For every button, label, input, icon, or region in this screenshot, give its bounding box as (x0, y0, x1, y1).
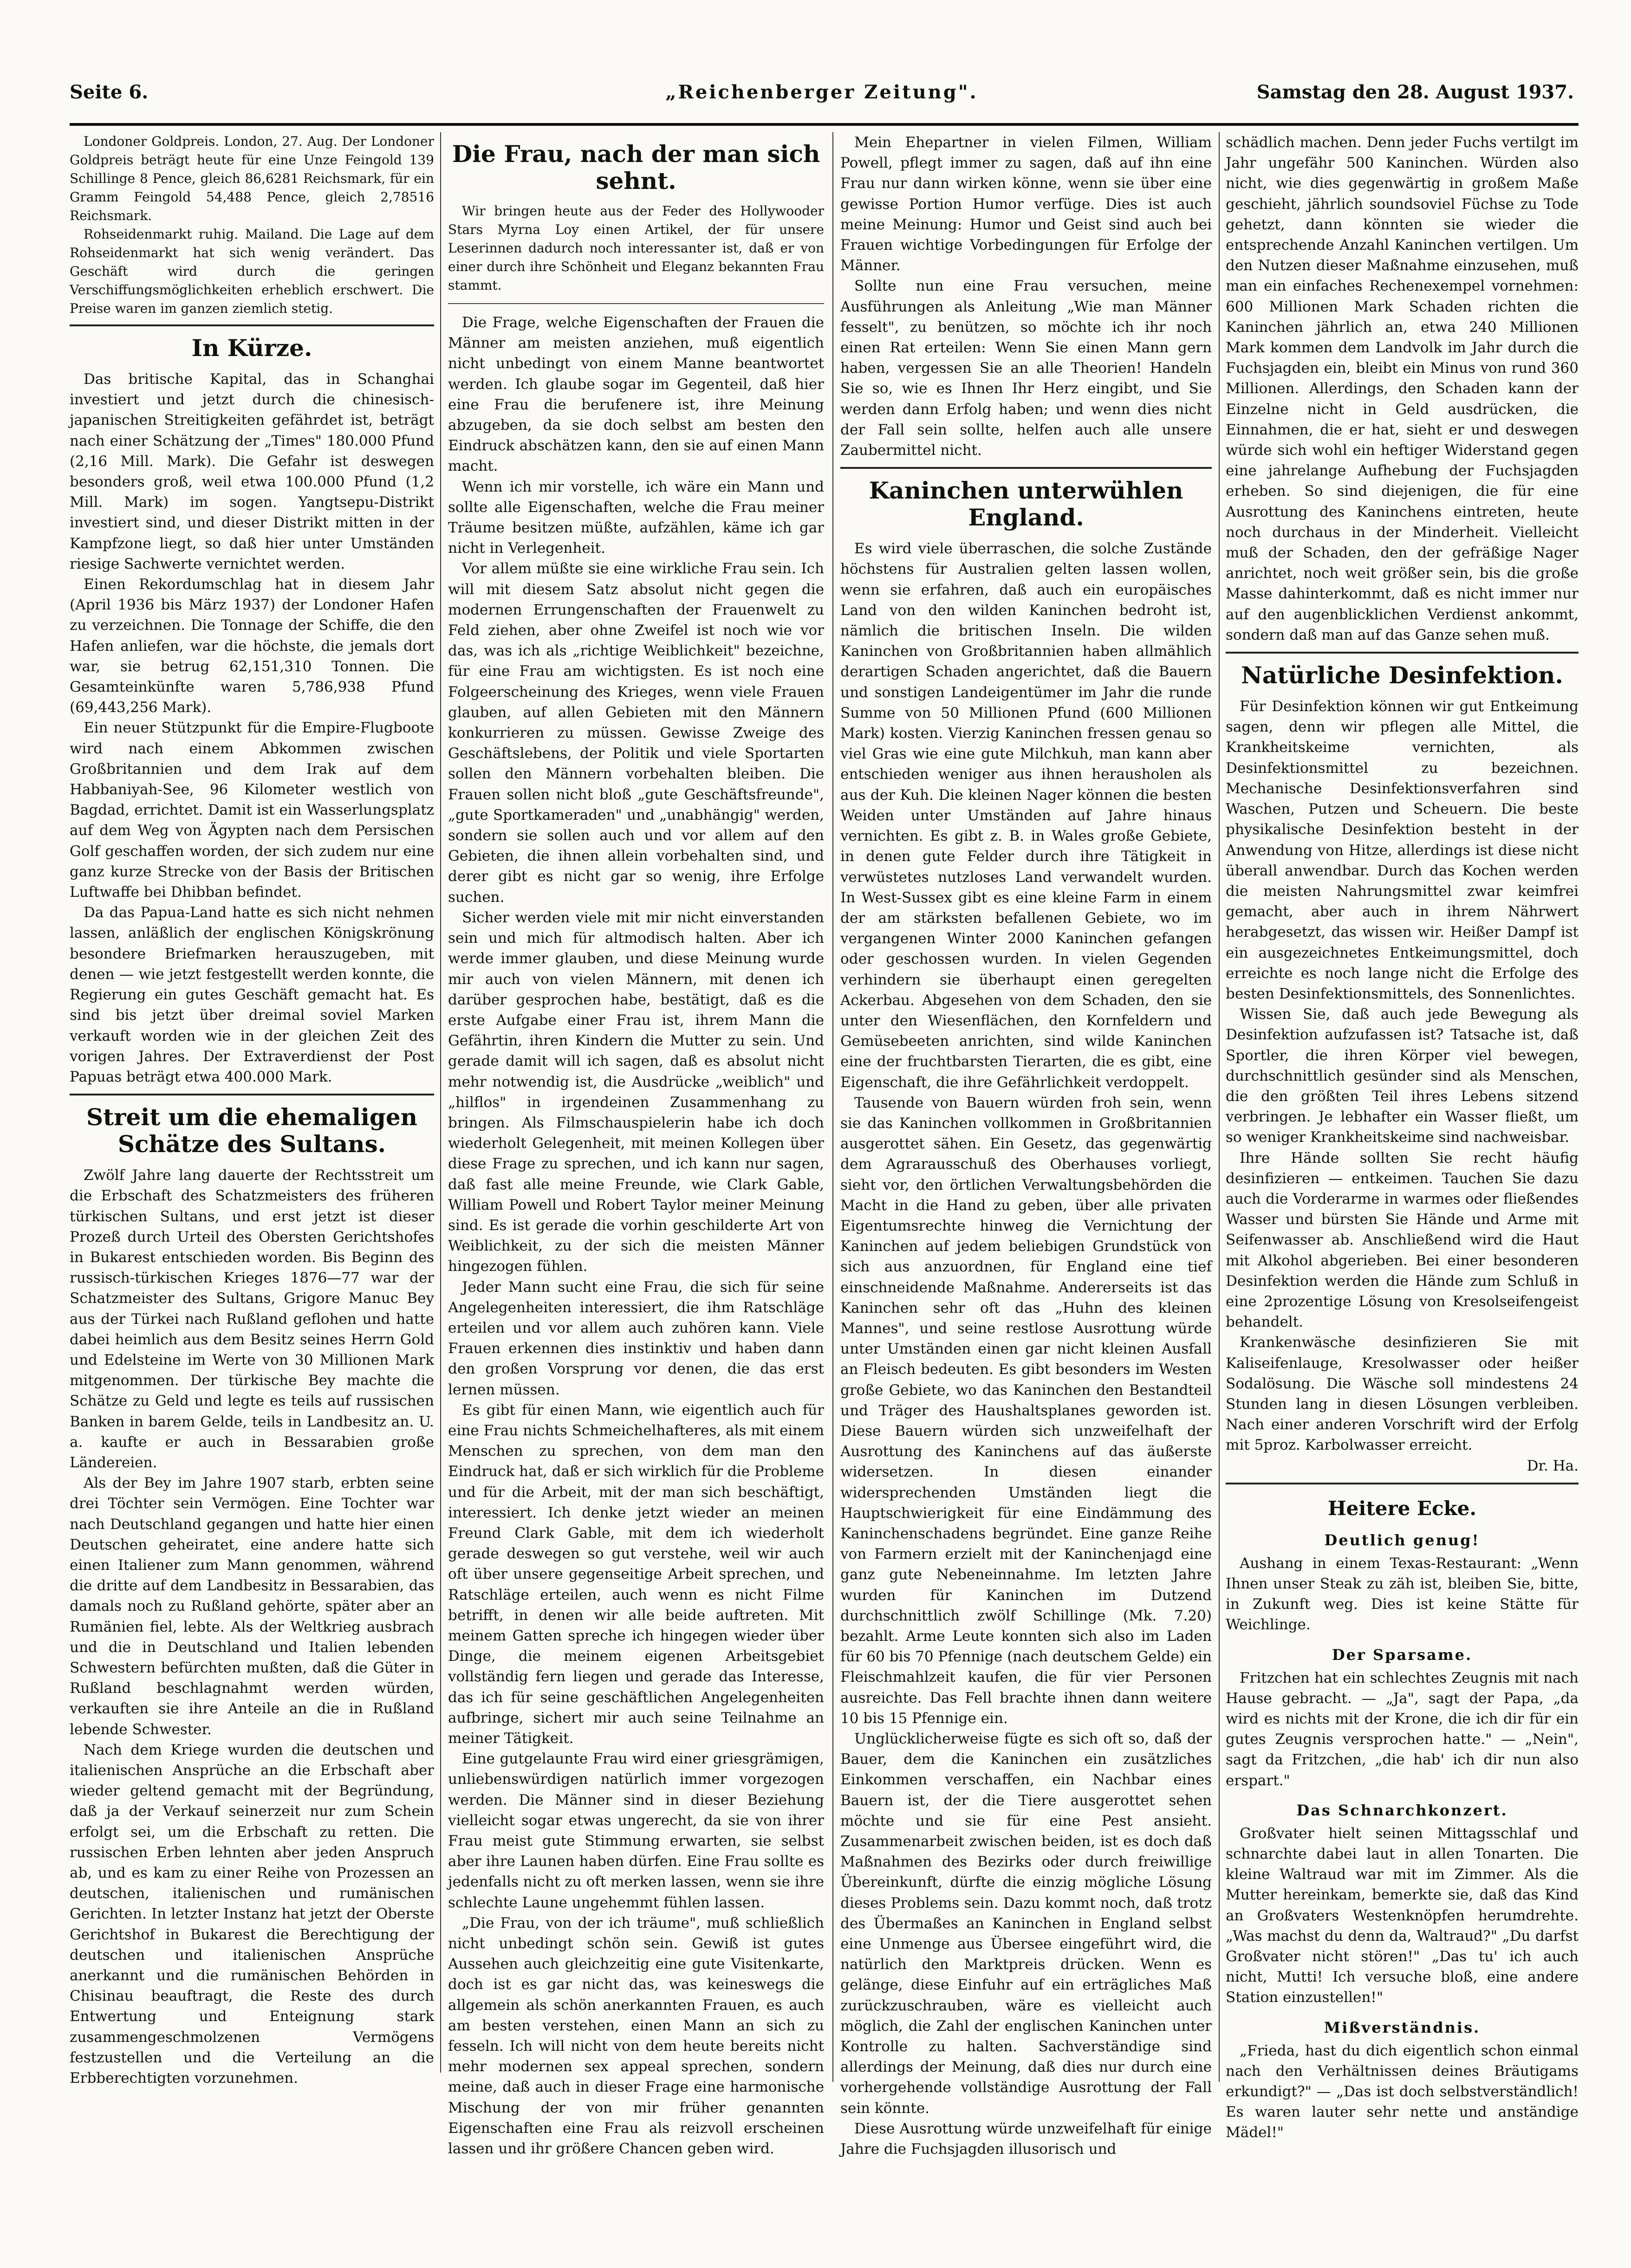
paragraph: Wenn ich mir vorstelle, ich wäre ein Mann und sollte alle Eigenschaften, welche die Frau meiner Träume besitzen müßte, aufzählen, käme ich gar nicht in Verlegenheit. (448, 478, 824, 557)
article-lede: Wir bringen heute aus der Feder des Hollywooder Stars Myrna Loy einen Artikel, der für unsere Leserinnen dadurch noch interessanter ist, daß er von einer durch ihre Schönheit und Eleganz bekannten Frau stammt. (448, 203, 824, 293)
heading-sultan: Streit um die ehemaligen Schätze des Sultans. (86, 1103, 418, 1158)
issue-date: Samstag den 28. August 1937. (1256, 81, 1574, 103)
paragraph: Diese Ausrottung würde unzweifelhaft für einige Jahre die Fuchsjagden illusorisch und (840, 2120, 1212, 2158)
masthead: „Reichenberger Zeitung". (665, 81, 978, 103)
heading-desinfektion: Natürliche Desinfektion. (1241, 661, 1563, 689)
column-divider (832, 132, 833, 2082)
page-header (70, 81, 1574, 118)
paragraph: Ihre Hände sollten Sie recht häufig desinfizieren — entkeimen. Tauchen Sie dazu auch die Vorderarme in warmes oder fließendes Wasser und bürsten Sie Hände und Arme mit Seifenwasser ab. Anschließend wird die Haut mit Alkohol abgerieben. Bei einer besonderen Desinfektion werden die Hände zum Schluß in eine 2prozentige Lösung von Kresolseifengeist behandelt. (1226, 1149, 1579, 1331)
joke-title: Mißverständnis. (1324, 2018, 1481, 2036)
heading-kaninchen: Kaninchen unterwühlen England. (869, 477, 1183, 531)
brief-goldpreis: Londoner Goldpreis. London, 27. Aug. Der Londoner Goldpreis beträgt heute für eine Unze Feingold 139 Schillinge 8 Pence, gleich 86,6281 Reichsmark, für ein Gramm Feingold 54,488 Pence, gleich 2,78516 Reichsmark. (70, 134, 434, 223)
paragraph: Da das Papua-Land hatte es sich nicht nehmen lassen, anläßlich der englischen Königskrönung besondere Briefmarken herauszugeben, mit denen — wie jetzt festgestellt werden konnte, die Regierung ein gutes Geschäft gemacht hat. Es sind bis jetzt über dreimal soviel Marken verkauft worden wie in der gleichen Zeit des vorigen Jahres. Der Extraverdienst der Post Papuas beträgt etwa 400.000 Mark. (70, 904, 434, 1085)
paragraph: Krankenwäsche desinfizieren Sie mit Kaliseifenlauge, Kresolwasser oder heißer Sodalösung. Die Wäsche soll mindestens 24 Stunden lang in diesen Lösungen verbleiben. Nach einer anderen Vorschrift wird der Erfolg mit 5proz. Karbolwasser erreicht. (1226, 1334, 1579, 1454)
column-4 (1226, 132, 1579, 2141)
paragraph: Das britische Kapital, das in Schanghai investiert und jetzt durch die chinesisch-japanischen Streitigkeiten gefährdet ist, beträgt nach einer Schätzung der „Times" 180.000 Pfund (2,16 Mill. Mark). Die Gefahr ist deswegen besonders groß, weil etwa 100.000 Pfund (1,2 Mill. Mark) im sogen. Yangtsepu-Distrikt investiert sind, und dieser Distrikt mitten in der Kampfzone liegt, so daß hier unter Umständen riesige Sachwerte vernichtet werden. (70, 371, 434, 572)
paragraph: Mein Ehepartner in vielen Filmen, William Powell, pflegt immer zu sagen, daß auf ihn eine Frau nur dann wirken könne, wenn sie über eine gewisse Portion Humor verfüge. Dies ist auch meine Meinung: Humor und Geist sind auch bei Frauen wichtige Vorbedingungen für Erfolge der Männer. (840, 134, 1212, 274)
author-signature: Dr. Ha. (1527, 1457, 1579, 1474)
column-2 (448, 132, 824, 2158)
joke-title: Das Schnarchkonzert. (1296, 1801, 1508, 1819)
section-rule (840, 467, 1212, 469)
paragraph: „Die Frau, von der ich träume", muß schließlich nicht unbedingt schön sein. Gewiß ist gutes Aussehen auch gleichzeitig eine gute Visitenkarte, doch ist es gar nicht das, was keineswegs die allgemein als schön anerkannten Frauen, es auch am besten verstehen, einen Mann an sich zu fesseln. Ich will nicht von dem heute bereits nicht mehr modernen sex appeal sprechen, sondern meine, daß auch in dieser Frage eine harmonische Mischung der von mir früher genannten Eigenschaften eine Frau als reizvoll erscheinen lassen und ihr größere Chancen geben wird. (448, 1914, 824, 2158)
paragraph: Sicher werden viele mit mir nicht einverstanden sein und mich für altmodisch halten. Aber ich werde immer glauben, und diese Meinung wurde mir auch von vielen Männern, mit denen ich darüber gesprochen habe, bestätigt, daß es die erste Aufgabe einer Frau ist, ihrem Mann die Gefährtin, ihren Kindern die Mutter zu sein. Und gerade damit will ich sagen, daß es absolut nicht mehr notwendig ist, die Ausdrücke „weiblich" und „hilflos" in irgendeinen Zusammenhang zu bringen. Als Filmschauspielerin habe ich doch wiederholt Gelegenheit, mit meinen Kollegen über diese Frage zu sprechen, und ich kann nur sagen, daß fast alle meine Freunde, wie Clark Gable, William Powell und Robert Taylor meiner Meinung sind. Es ist gerade die vorhin geschilderte Art von Weiblichkeit, zu der sich die meisten Männer hingezogen fühlen. (448, 909, 824, 1275)
joke-text: Aushang in einem Texas-Restaurant: „Wenn Ihnen unser Steak zu zäh ist, bleiben Sie, bitte, in Zukunft weg. Dies ist keine Stätte für Weichlinge. (1226, 1555, 1579, 1633)
paragraph: Ein neuer Stützpunkt für die Empire-Flugboote wird nach einem Abkommen zwischen Großbritannien und dem Irak auf dem Habbaniyah-See, 96 Kilometer westlich von Bagdad, errichtet. Damit ist ein Wasserlungsplatz auf dem Weg von Ägypten nach dem Persischen Golf geschaffen worden, der sich zudem nur eine ganz kurze Strecke von der Basis der Britischen Luftwaffe bei Dhibban befindet. (70, 719, 434, 901)
paragraph: Wissen Sie, daß auch jede Bewegung als Desinfektion aufzufassen ist? Tatsache ist, daß Sportler, die ihren Körper viel bewegen, durchschnittlich gesünder sind als Menschen, die den größten Teil ihres Lebens sitzend verbringen. Je lebhafter ein Wasser fließt, um so weniger Krankheitskeime sind nachweisbar. (1226, 1006, 1579, 1146)
joke-title: Deutlich genug! (1324, 1531, 1480, 1549)
paragraph: Unglücklicherweise fügte es sich oft so, daß der Bauer, dem die Kaninchen ein zusätzliches Einkommen verschaffen, ein Nachbar eines Bauern ist, der die Tiere ausgerottet sehen möchte und sie für eine Pest ansieht. Zusammenarbeit zwischen beiden, ist es doch daß Maßnahmen des Bezirks oder durch freiwillige Übereinkunft, dürfte die einzig mögliche Lösung dieses Problems sein. Dazu kommt noch, daß trotz des Übermaßes an Kaninchen in England selbst eine Unmenge aus Übersee eingeführt wird, die natürlich den Marktpreis drücken. Wenn es gelänge, diese Einfuhr auf ein erträgliches Maß zurückzuschrauben, wäre es vielleicht auch möglich, die Zahl der englischen Kaninchen unter Kontrolle zu halten. Sachverständige sind allerdings der Meinung, daß dies nur durch eine vorhergehende vollständige Ausrottung der Fall sein könnte. (840, 1730, 1212, 2117)
paragraph: Tausende von Bauern würden froh sein, wenn sie das Kaninchen vollkommen in Großbritannien ausgerottet sähen. Ein Gesetz, das gegenwärtig dem Agrarausschuß des Oberhauses vorliegt, sieht vor, den örtlichen Verwaltungsbehörden die Macht in die Hand zu geben, über alle privaten Eigentumsrechte hinweg die Vernichtung der Kaninchen auf jedem beliebigen Grundstück von sich aus anzuordnen, für England eine tief einschneidende Maßnahme. Andererseits ist das Kaninchen sehr oft das „Huhn des kleinen Mannes", und seine restlose Ausrottung würde unter Umständen einen gar nicht kleinen Ausfall an Fleisch bedeuten. Es gibt besonders im Westen große Gebiete, wo das Kaninchen den Bestandteil und Träger des Haushaltsplanes geworden ist. Diese Bauern würden sich unzweifelhaft der Ausrottung des Kaninchens auf das äußerste widersetzen. In diesen einander widersprechenden Umständen liegt die Hauptschwierigkeit für eine Eindämmung des Kaninchenschadens begründet. Eine ganze Reihe von Farmern erzielt mit der Kaninchenjagd eine ganz gute Nebeneinnahme. Im letzten Jahre wurden für Kaninchen im Dutzend durchschnittlich zwölf Schillinge (Mk. 7.20) bezahlt. Arme Leute konnten sich also im Laden für 60 bis 70 Pfennige (nach deutschem Gelde) ein Fleischmahlzeit kaufen, die für vier Personen ausreichte. Das Fell brachte ihnen dann weitere 10 bis 15 Pfennige ein. (840, 1094, 1212, 1727)
column-1 (70, 132, 434, 2087)
paragraph: Zwölf Jahre lang dauerte der Rechtsstreit um die Erbschaft des Schatzmeisters des früheren türkischen Sultans, und erst jetzt ist dieser Prozeß durch Urteil des Obersten Gerichtshofes in Bukarest entschieden worden. Bis Beginn des russisch-türkischen Krieges 1876—77 war der Schatzmeister des Sultans, Grigore Manuc Bey aus der Türkei nach Rußland geflohen und hatte dabei heimlich aus dem Besitz seines Herrn Gold und Edelsteine im Werte von 30 Millionen Mark mitgenommen. Der türkische Bey machte die Schätze zu Geld und legte es teils auf russischen Banken in barem Gelde, teils in Landbesitz an. U. a. kaufte er auch in Bessarabien große Ländereien. (70, 1167, 434, 1471)
paragraph: Nach dem Kriege wurden die deutschen und italienischen Ansprüche an die Erbschaft aber wieder geltend gemacht mit der Begründung, daß ja der Verkauf seinerzeit nur zum Schein erfolgt sei, um die Erbschaft zu retten. Die russischen Erben lehnten aber jeden Anspruch ab, und es kam zu einer Reihe von Prozessen an deutschen, italienischen und rumänischen Gerichten. In letzter Instanz hat jetzt der Oberste Gerichtshof in Bukarest die Berechtigung der deutschen und italienischen Ansprüche anerkannt und die rumänischen Behörden in Chisinau beauftragt, die Reste des durch Entwertung und Enteignung stark zusammengeschmolzenen Vermögens festzustellen und die Verteilung an die Erbberechtigten vorzunehmen. (70, 1741, 434, 2087)
paragraph: Jeder Mann sucht eine Frau, die sich für seine Angelegenheiten interessiert, die ihm Ratschläge erteilen und vor allem auch zuhören kann. Viele Frauen erkennen dies instinktiv und haben dann den großen Vorsprung vor denen, die das erst lernen müssen. (448, 1278, 824, 1398)
joke-text: „Frieda, hast du dich eigentlich schon einmal nach den Verhältnissen deines Bräutigams erkundigt?" — „Das ist doch selbstverständlich! Es waren lauter sehr nette und anständige Mädel!" (1226, 2042, 1579, 2141)
joke-text: Fritzchen hat ein schlechtes Zeugnis mit nach Hause gebracht. — „Ja", sagt der Papa, „da wird es nichts mit der Krone, die ich dir für ein gutes Zeugnis versprochen hatte." — „Nein", sagt da Fritzchen, „die hab' ich dir nun also erspart." (1226, 1669, 1579, 1789)
paragraph: Eine gutgelaunte Frau wird einer griesgrämigen, unliebenswürdigen natürlich immer vorgezogen werden. Die Männer sind in dieser Beziehung vielleicht sogar etwas ungerecht, da sie von ihrer Frau meist gute Stimmung erwarten, sie selbst aber ihre Launen haben dürfen. Eine Frau sollte es jedenfalls nicht zu oft merken lassen, wenn sie ihre schlechte Laune ungehemmt fühlen lassen. (448, 1750, 824, 1911)
section-rule (70, 1094, 434, 1095)
column-divider (440, 132, 441, 2073)
header-rule (70, 123, 1579, 126)
section-rule (1226, 652, 1579, 654)
paragraph: Als der Bey im Jahre 1907 starb, erbten seine drei Töchter sein Vermögen. Eine Tochter war nach Deutschland gegangen und hatte hier einen Deutschen geheiratet, eine andere hatte sich einen Italiener zum Mann genommen, während die dritte auf dem Landbesitz in Bessarabien, das damals noch zu Rußland gehörte, später aber an Rumänien fiel, lebte. Als der Weltkrieg ausbrach und die in Deutschland und Italien lebenden Schwestern befürchten mußten, daß die Güter in Rußland beschlagnahmt werden würden, verkauften sie ihre Anteile an die in Rußland lebende Schwester. (70, 1475, 434, 1738)
heading-frau: Die Frau, nach der man sich sehnt. (452, 140, 820, 194)
heading-in-kuerze: In Kürze. (191, 334, 312, 362)
page-number: Seite 6. (70, 81, 149, 103)
paragraph: Einen Rekordumschlag hat in diesem Jahr (April 1936 bis März 1937) der Londoner Hafen zu verzeichnen. Die Tonnage der Schiffe, die den Hafen anliefen, war die höchste, die jemals dort war, sie betrug 62,151,310 Tonnen. Die Gesamteinkünfte waren 5,786,938 Pfund (69,443,256 Mark). (70, 576, 434, 716)
paragraph: Es wird viele überraschen, die solche Zustände höchstens für Australien gelten lassen wollen, wenn sie erfahren, daß auch ein europäisches Land von den wilden Kaninchen bedroht ist, nämlich die britischen Inseln. Die wilden Kaninchen von Großbritannien haben allmählich derartigen Schaden angerichtet, daß die Bauern und sonstigen Landeigentümer im Jahr die runde Summe von 50 Millionen Pfund (600 Millionen Mark) kosten. Vierzig Kaninchen fressen genau so viel Gras wie eine gute Milchkuh, man kann aber entschieden weniger aus ihnen herausholen als aus der Kuh. Die kleinen Nager können die besten Weiden unter Umständen auf Jahre hinaus vernichten. Es gibt z. B. in Wales große Gebiete, in denen gute Felder durch ihre Tätigkeit in verwüstetes nutzloses Land verwandelt wurden. In West-Sussex gibt es eine kleine Farm in einem der am stärksten befallenen Gebiete, wo im vergangenen Winter 2000 Kaninchen gefangen oder geschossen wurden. In vielen Gegenden verhindern sie überhaupt einen geregelten Ackerbau. Abgesehen von dem Schaden, den sie unter den Wiesenflächen, den Kornfeldern und Gemüsebeeten anrichten, sind wilde Kaninchen eine der fruchtbarsten Tierarten, die es gibt, eine Eigenschaft, die ihre Gefährlichkeit verdoppelt. (840, 540, 1212, 1091)
joke-title: Der Sparsame. (1332, 1646, 1473, 1664)
paragraph: schädlich machen. Denn jeder Fuchs vertilgt im Jahr ungefähr 500 Kaninchen. Würden also nicht, wie dies gegenwärtig in großem Maße geschieht, jährlich soundsoviel Füchse zu Tode gehetzt, dann könnten sie wieder die entsprechende Anzahl Kaninchen vertilgen. Um den Nutzen dieser Maßnahme einzusehen, muß man ein einfaches Rechenexempel vornehmen: 600 Millionen Mark Schaden richten die Kaninchen jährlich an, etwa 240 Millionen Mark kommen dem Landvolk im Jahr durch die Fuchsjagden ein, bleibt ein Minus von rund 360 Millionen. Allerdings, den Schaden kann der Einzelne nicht in Geld ausdrücken, die Einnahmen, die er hat, sieht er und deswegen würde sich wohl ein heftiger Widerstand gegen eine jahrelange Aufhebung der Fuchsjagden erheben. So sind diejenigen, die für eine Ausrottung des Kaninchens eintreten, heute noch durchaus in der Minderheit. Vielleicht muß der Schaden, den der gefräßige Nager anrichtet, noch weit größer sein, bis die große Masse dahinterkommt, daß es nicht immer nur auf den augenblicklichen Verdienst ankommt, sondern daß man auf das Ganze sehen muß. (1226, 134, 1579, 643)
joke-text: Großvater hielt seinen Mittagsschlaf und schnarchte dabei laut in allen Tonarten. Die kleine Waltraud war mit im Zimmer. Als die Mutter hereinkam, bemerkte sie, daß das Kind an Großvaters Westenknöpfen herumdrehte. „Was machst du denn da, Waltraud?" „Du darfst Großvater nicht stören!" „Das tu' ich auch nicht, Mutti! Ich versuche bloß, eine andere Station einzustellen!" (1226, 1825, 1579, 2006)
heading-heitere-ecke: Heitere Ecke. (1328, 1497, 1476, 1520)
paragraph: Es gibt für einen Mann, wie eigentlich auch für eine Frau nichts Schmeichelhafteres, als mit einem Menschen zu sprechen, von dem man den Eindruck hat, daß er sich wirklich für die Probleme und für die Arbeit, mit der man sich beschäftigt, interessiert. Ich denke jetzt wieder an meinen Freund Clark Gable, mit dem ich wiederholt gerade deswegen so gut verstehe, weil wir auch oft über unsere gegenseitige Arbeit sprechen, und Ratschläge erteilen, auch wenn es nicht Filme betrifft, in denen wir alle beide auftreten. Mit meinem Gatten spreche ich hingegen wieder über Dinge, die meinem eigenen Arbeitsgebiet vollständig fern liegen und gerade das Interesse, das ich für seine geschäftlichen Angelegenheiten aufbringe, sichert mir auch seine Teilnahme an meiner Tätigkeit. (448, 1401, 824, 1747)
section-rule (448, 303, 824, 304)
paragraph: Die Frage, welche Eigenschaften der Frauen die Männer am meisten anziehen, muß eigentlich nicht unbedingt von einem Manne beantwortet werden. Ich glaube sogar im Gegenteil, daß hier eine Frau die berufenere ist, ihre Meinung abzugeben, da sie doch selbst am besten den Eindruck abschätzen kann, den sie auf einen Mann macht. (448, 314, 824, 475)
paragraph: Sollte nun eine Frau versuchen, meine Ausführungen als Anleitung „Wie man Männer fesselt", zu benützen, so möchte ich ihr noch einen Rat erteilen: Wenn Sie einen Mann gern haben, vergessen Sie an alle Theorien! Handeln Sie so, wie es Ihnen Ihr Herz eingibt, und Sie werden dann Erfolg haben; und wenn dies nicht der Fall sein sollte, helfen auch alle unsere Zaubermittel nicht. (840, 278, 1212, 459)
paragraph: Vor allem müßte sie eine wirkliche Frau sein. Ich will mit diesem Satz absolut nicht gegen die modernen Errungenschaften der Frauenwelt zu Feld ziehen, aber ohne Zweifel ist noch wie vor das, was ich als „richtige Weiblichkeit" bezeichne, für eine Frau am wichtigsten. Es ist noch eine Folgeerscheinung des Krieges, wenn viele Frauen glauben, auf allen Gebieten mit den Männern konkurrieren zu müssen. Gewisse Zweige des Geschäftslebens, der Politik und viele Sportarten sollen den Männern vorbehalten bleiben. Die Frauen sollen nicht bloß „gute Geschäftsfreunde", „gute Sportkameraden" und „unabhängig" werden, sondern sie sollen auch und vor allem auf den Gebieten, die ihnen allein vorbehalten sind, und derer gibt es nicht gar so wenig, ihre Erfolge suchen. (448, 560, 824, 906)
section-rule (1226, 1483, 1579, 1484)
brief-rohseide: Rohseidenmarkt ruhig. Mailand. Die Lage auf dem Rohseidenmarkt hat sich wenig verändert. Das Geschäft wird durch die geringen Verschiffungsmöglichkeiten erheblich erschwert. Die Preise waren im ganzen ziemlich stetig. (70, 227, 434, 316)
paragraph: Für Desinfektion können wir gut Entkeimung sagen, denn wir pflegen alle Mittel, die Krankheitskeime vernichten, als Desinfektionsmittel zu bezeichnen. Mechanische Desinfektionsverfahren sind Waschen, Putzen und Scheuern. Die beste physikalische Desinfektion besteht in der Anwendung von Hitze, allerdings ist diese nicht überall anwendbar. Durch das Kochen werden die meisten Nahrungsmittel zwar keimfrei gemacht, aber auch in ihrem Nährwert herabgesetzt, das wissen wir. Heißer Dampf ist ein ausgezeichnetes Entkeimungsmittel, doch erreichte es noch lange nicht die Erfolge des besten Desinfektionsmittels, des Sonnenlichtes. (1226, 698, 1579, 1002)
section-rule (70, 324, 434, 326)
column-divider (1219, 132, 1220, 2082)
column-3 (840, 132, 1212, 2158)
